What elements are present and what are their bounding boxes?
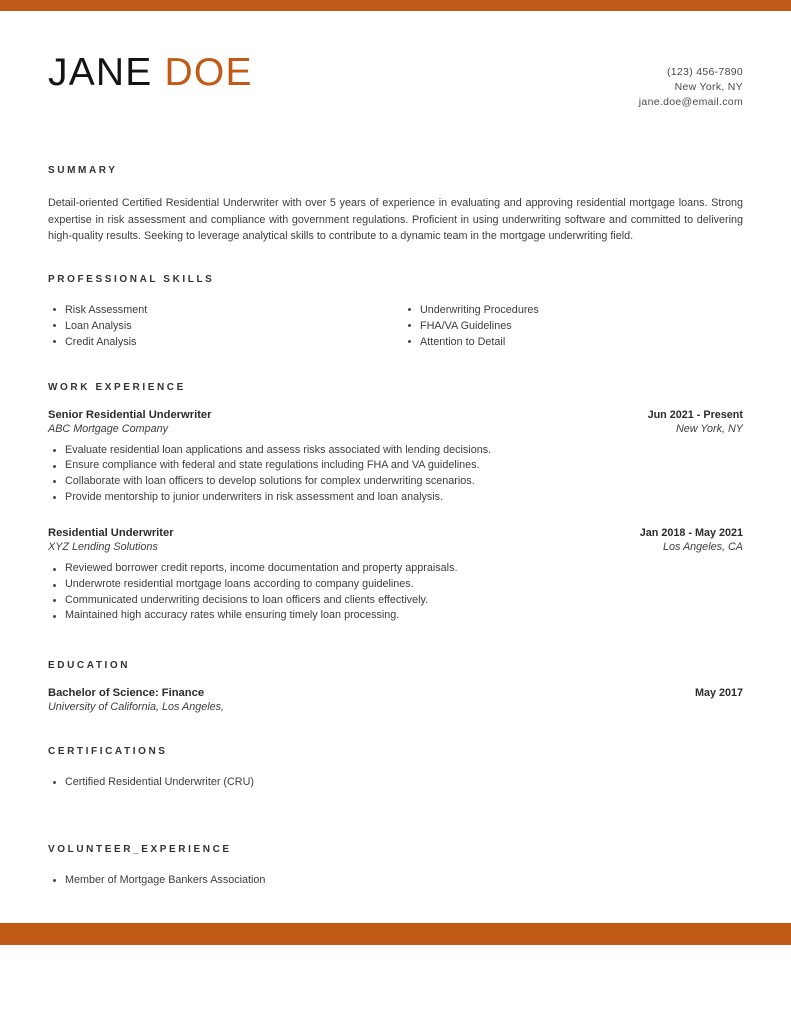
certifications-list xyxy=(48,774,743,790)
section-heading-skills: PROFESSIONAL SKILLS xyxy=(48,273,215,285)
work-entry xyxy=(48,409,743,506)
section-heading-work: WORK EXPERIENCE xyxy=(48,381,186,393)
education-entry-school-row xyxy=(48,701,743,713)
company-name: ABC Mortgage Company xyxy=(48,422,169,435)
list-item: Reviewed borrower credit reports, income documentation and property appraisals. xyxy=(48,561,743,577)
skills-column-right xyxy=(403,302,539,350)
list-item: Maintained high accuracy rates while ensuring timely loan processing. xyxy=(48,608,743,624)
section-volunteer-experience xyxy=(48,844,743,888)
education-entry xyxy=(48,687,743,713)
list-item: Communicated underwriting decisions to loan officers and clients effectively. xyxy=(48,593,743,609)
work-entry-title-row xyxy=(48,409,743,421)
section-heading-volunteer: VOLUNTEER_EXPERIENCE xyxy=(48,844,232,856)
list-item: Provide mentorship to junior underwriters in risk assessment and loan analysis. xyxy=(48,490,743,506)
list-item: Evaluate residential loan applications and assess risks associated with lending decisions. xyxy=(48,443,743,459)
section-summary xyxy=(48,165,743,245)
top-accent-bar xyxy=(0,0,791,11)
section-skills xyxy=(48,274,743,350)
section-education xyxy=(48,660,743,713)
summary-paragraph: Detail-oriented Certified Residential Underwriter with over 5 years of experience in evaluating and approving residential mortgage loans. Strong expertise in risk assessment and compliance with government regulations. Proficient in using underwriting software and committed to delivering high-quality results. Seeking to leverage analytical skills to contribute to a dynamic team in the mortgage underwriting field. xyxy=(48,197,743,242)
section-heading-summary: SUMMARY xyxy=(48,165,118,176)
bottom-accent-bar xyxy=(0,923,791,945)
list-item: Certified Residential Underwriter (CRU) xyxy=(48,774,743,790)
education-entries xyxy=(48,687,743,713)
first-name: JANE xyxy=(48,51,153,94)
list-item: Attention to Detail xyxy=(403,334,539,350)
job-location: New York, NY xyxy=(675,422,743,435)
certifications-list-wrap xyxy=(48,774,743,790)
contact-location: New York, NY xyxy=(674,81,743,93)
job-responsibility-list xyxy=(48,443,743,506)
job-date-range: Jun 2021 - Present xyxy=(647,408,743,421)
work-entry xyxy=(48,527,743,624)
list-item: Underwrote residential mortgage loans according to company guidelines. xyxy=(48,577,743,593)
list-item: Credit Analysis xyxy=(48,334,403,350)
volunteer-list xyxy=(48,872,743,888)
volunteer-list-wrap xyxy=(48,872,743,888)
work-entry-company-row xyxy=(48,423,743,435)
list-item: Member of Mortgage Bankers Association xyxy=(48,872,743,888)
contact-phone: (123) 456-7890 xyxy=(666,66,743,78)
company-name: XYZ Lending Solutions xyxy=(48,541,158,554)
last-name: DOE xyxy=(164,51,253,94)
list-item: Collaborate with loan officers to develop solutions for complex underwriting scenarios. xyxy=(48,474,743,490)
list-item: Underwriting Procedures xyxy=(403,302,539,318)
job-responsibility-list xyxy=(48,561,743,624)
skills-columns xyxy=(48,302,743,350)
education-entry-degree-row xyxy=(48,687,743,699)
contact-email: jane.doe@email.com xyxy=(638,96,743,108)
work-entry-company-row xyxy=(48,541,743,553)
job-date-range: Jan 2018 - May 2021 xyxy=(639,527,743,540)
section-work-experience xyxy=(48,382,743,625)
work-entries xyxy=(48,409,743,625)
resume-header xyxy=(48,11,743,110)
job-title: Residential Underwriter xyxy=(48,527,174,540)
school-name: University of California, Los Angeles, xyxy=(48,701,225,714)
contact-block xyxy=(639,53,743,110)
work-entry-title-row xyxy=(48,527,743,539)
graduation-date: May 2017 xyxy=(694,687,743,700)
skills-list-right xyxy=(403,302,539,350)
section-heading-education: EDUCATION xyxy=(48,660,131,672)
list-item: Risk Assessment xyxy=(48,302,403,318)
skills-list-left xyxy=(48,302,403,350)
section-heading-certifications: CERTIFICATIONS xyxy=(48,746,168,758)
job-location: Los Angeles, CA xyxy=(662,541,743,554)
candidate-name xyxy=(48,53,253,94)
list-item: Ensure compliance with federal and state regulations including FHA and VA guidelines. xyxy=(48,458,743,474)
skills-column-left xyxy=(48,302,403,350)
list-item: Loan Analysis xyxy=(48,318,403,334)
section-certifications xyxy=(48,746,743,790)
resume-page xyxy=(0,11,791,923)
degree-title: Bachelor of Science: Finance xyxy=(48,687,205,700)
list-item: FHA/VA Guidelines xyxy=(403,318,539,334)
job-title: Senior Residential Underwriter xyxy=(48,408,212,421)
